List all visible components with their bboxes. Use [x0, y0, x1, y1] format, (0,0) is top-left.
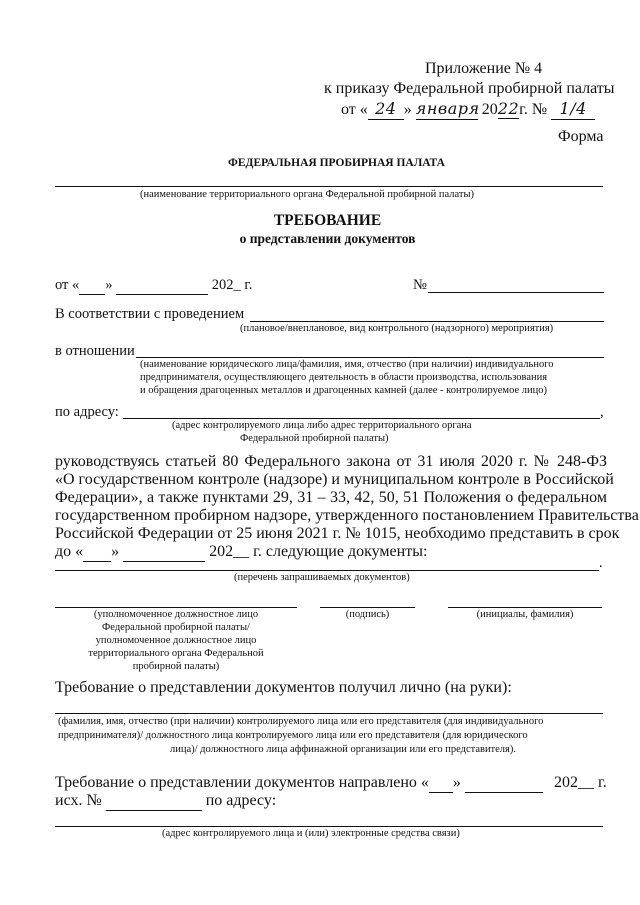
- appendix-order-line: к приказу Федеральной пробирной палаты: [324, 80, 615, 97]
- sent-out-label: исх. №: [55, 792, 102, 809]
- documents-period: .: [599, 555, 603, 571]
- address-label: по адресу:: [55, 404, 119, 420]
- received-caption-2: предпринимателя)/ должностного лица контролируемого лица или его представителя (для юридического: [58, 730, 528, 741]
- sent-address-label: по адресу:: [205, 792, 277, 809]
- sent-close-quote: »: [452, 774, 461, 791]
- regard-label: в отношении: [55, 343, 135, 359]
- address-comma: ,: [600, 404, 604, 420]
- official-caption-5: пробирной палаты): [132, 661, 220, 672]
- official-caption-1: (уполномоченное должностное лицо: [93, 609, 259, 620]
- appendix-month: января: [415, 99, 480, 118]
- body-line-4: государственном пробирном надзоре, утвержденного постановлением Правительства: [55, 507, 639, 524]
- appendix-quote-close: »: [403, 101, 412, 118]
- received-field-line: [55, 713, 603, 714]
- appendix-title: Приложение № 4: [425, 60, 543, 77]
- deadline-close-quote: »: [111, 543, 120, 560]
- signature-line: [320, 607, 415, 608]
- org-name: ФЕДЕРАЛЬНАЯ ПРОБИРНАЯ ПАЛАТА: [228, 157, 445, 169]
- date-row: [55, 277, 252, 295]
- conduct-caption: (плановое/внеплановое, вид контрольного (надзорного) мероприятия): [240, 323, 554, 334]
- received-caption-3: лица)/ должностного лица аффинажной организации или его представителя).: [170, 744, 516, 755]
- official-caption-4: территориального органа Федеральной: [88, 648, 264, 659]
- appendix-number: 1/4: [559, 99, 587, 118]
- body-line-6: [55, 543, 427, 562]
- sent-address-line: [55, 826, 603, 827]
- appendix-year-prefix: 20: [481, 101, 498, 118]
- conduct-label: В соответствии с проведением: [55, 306, 245, 322]
- body-line-5: Российской Федерации от 25 июня 2021 г. № 1015, необходимо представить в срок: [55, 525, 620, 542]
- form-label: Форма: [558, 128, 604, 145]
- initials-caption: (инициалы, фамилия): [476, 609, 574, 620]
- number-field-line: [428, 292, 604, 293]
- regard-field-line: [136, 357, 604, 358]
- sent-row: [55, 774, 543, 793]
- number-label: №: [413, 277, 427, 293]
- signature-caption: (подпись): [345, 609, 390, 620]
- body-line-2: «О государственном контроле (надзоре) и муниципальном контроле в Российской: [55, 471, 614, 488]
- sent-address-caption: (адрес контролируемого лица и (или) электронные средства связи): [162, 828, 460, 839]
- sent-label: Требование о представлении документов направлено «: [55, 774, 429, 791]
- address-field-line: [123, 418, 600, 419]
- conduct-field-line: [250, 321, 604, 322]
- received-caption-1: (фамилия, имя, отчество (при наличии) контролируемого лица или его представителя (для индивидуального: [58, 716, 544, 727]
- territorial-caption: (наименование территориального органа Федеральной пробирной палаты): [140, 189, 475, 200]
- appendix-year: 22: [497, 99, 520, 118]
- official-caption-2: Федеральной пробирной палаты/: [102, 622, 250, 633]
- sent-year-label: 202__ г.: [554, 774, 607, 791]
- sent-out-row: [55, 792, 276, 811]
- date-close-quote: »: [105, 277, 113, 293]
- territorial-line: [55, 186, 603, 187]
- appendix-from-prefix: от «: [341, 101, 368, 118]
- official-caption-3: уполномоченное должностное лицо: [95, 635, 257, 646]
- documents-caption: (перечень запрашиваемых документов): [234, 572, 410, 583]
- regard-caption-3: и обращения драгоценных металлов и драгоценных камней (далее - контролируемое лицо): [140, 385, 547, 396]
- regard-caption-1: (наименование юридического лица/фамилия, имя, отчество (при наличии) индивидуального: [140, 359, 554, 370]
- body-line-1: руководствуясь статьей 80 Федерального закона от 31 июля 2020 г. № 248-ФЗ: [55, 453, 607, 470]
- appendix-number-prefix: г. №: [519, 101, 548, 118]
- received-label: Требование о представлении документов получил лично (на руки):: [55, 679, 512, 696]
- official-line: [55, 607, 297, 608]
- doc-title: ТРЕБОВАНИЕ: [273, 212, 382, 229]
- date-from-label: от «: [55, 277, 80, 293]
- deadline-suffix: 202__ г. следующие документы:: [209, 543, 428, 560]
- deadline-prefix: до «: [55, 543, 84, 560]
- address-caption-2: Федеральной пробирной палаты): [240, 433, 389, 444]
- documents-field-line: [55, 570, 599, 571]
- regard-caption-2: предпринимателя, осуществляющего деятельность в области производства, использования: [140, 372, 548, 383]
- doc-subtitle: о представлении документов: [239, 231, 416, 246]
- body-line-3: Федерации», а также пунктами 29, 31 – 33, 42, 50, 51 Положения о федеральном: [55, 489, 607, 506]
- initials-line: [448, 607, 602, 608]
- date-year-label: 202_ г.: [211, 277, 253, 293]
- appendix-day: 24: [375, 99, 397, 118]
- appendix-date-line: [341, 99, 595, 120]
- address-caption-1: (адрес контролируемого лица либо адрес территориального органа: [172, 420, 472, 431]
